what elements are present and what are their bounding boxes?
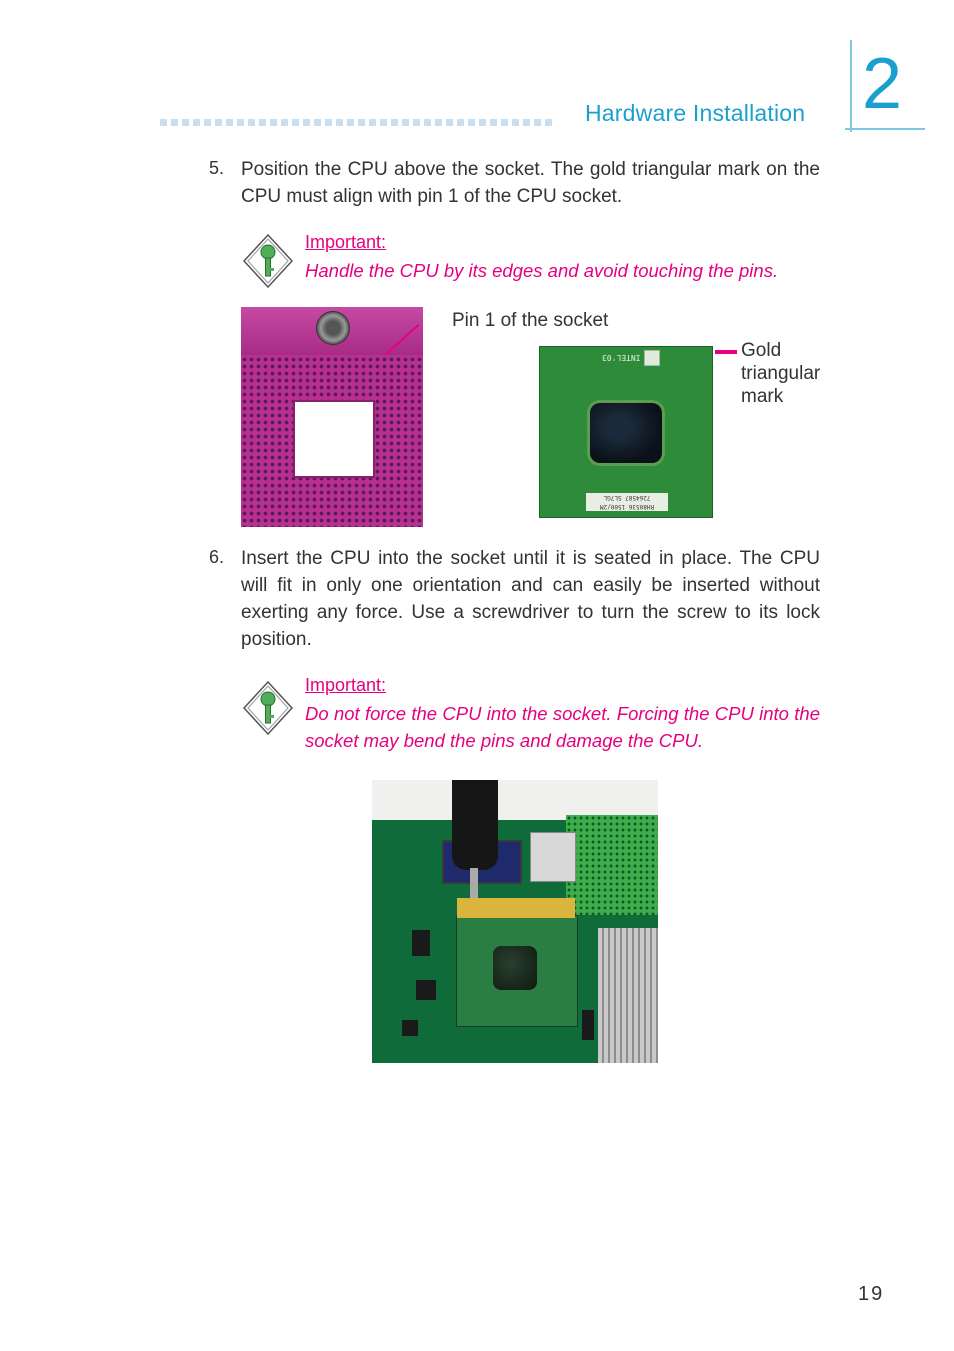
gold-mark-label: Gold triangular mark — [741, 340, 821, 407]
gold-mark-leader-line — [715, 350, 737, 354]
board-component — [582, 1010, 594, 1040]
cpu-bottom-label: RH80536 1500/2M 7264587 SL7GL — [586, 493, 668, 511]
key-icon — [243, 234, 293, 288]
board-component — [416, 980, 436, 1000]
screwdriver — [452, 780, 498, 870]
step-text: Position the CPU above the socket. The gold triangular mark on the CPU must align with pin 1 of the CPU socket. — [241, 159, 820, 207]
board-component — [402, 1020, 418, 1036]
note-text: Handle the CPU by its edges and avoid touching the pins. — [305, 260, 779, 281]
photo-background — [372, 780, 658, 820]
installed-cpu-die — [493, 946, 537, 990]
motherboard-photo — [372, 780, 658, 1063]
socket-lock-plate — [457, 898, 575, 918]
step-number: 6. — [209, 547, 225, 567]
note-text: Do not force the CPU into the socket. Forcing the CPU into the socket may bend the pins and damage the CPU. — [305, 703, 820, 751]
page-number: 19 — [858, 1283, 885, 1305]
cpu-top-marking: INTEL'03 — [602, 353, 641, 362]
pin1-label: Pin 1 of the socket — [452, 310, 609, 331]
heatsink — [598, 928, 658, 1063]
chapter-tab-vertical-line — [850, 40, 852, 132]
step-number: 5. — [209, 158, 225, 178]
cpu-image — [539, 346, 713, 518]
screwdriver-bit — [470, 868, 478, 898]
note-title: Important: — [305, 675, 387, 695]
pcb-section — [566, 815, 658, 915]
chapter-tab-horizontal-line — [845, 128, 925, 130]
lan-connector — [530, 832, 576, 882]
installed-cpu — [456, 915, 578, 1027]
section-title: Hardware Installation — [585, 100, 806, 126]
header-dots-divider — [160, 119, 580, 126]
cpu-die — [590, 403, 662, 463]
socket-screw — [316, 311, 350, 345]
cpu-datamatrix-code — [644, 350, 660, 366]
board-component — [412, 930, 430, 956]
key-icon — [243, 681, 293, 735]
cpu-socket-image — [241, 307, 423, 527]
chapter-number: 2 — [862, 44, 903, 124]
note-title: Important: — [305, 232, 387, 252]
socket-center-opening — [293, 400, 375, 478]
step-text: Insert the CPU into the socket until it is seated in place. The CPU will fit in only one orientation and can easily be inserted without exerting any force. Use a screwdriver to turn the screw to its lock position. — [241, 548, 820, 650]
